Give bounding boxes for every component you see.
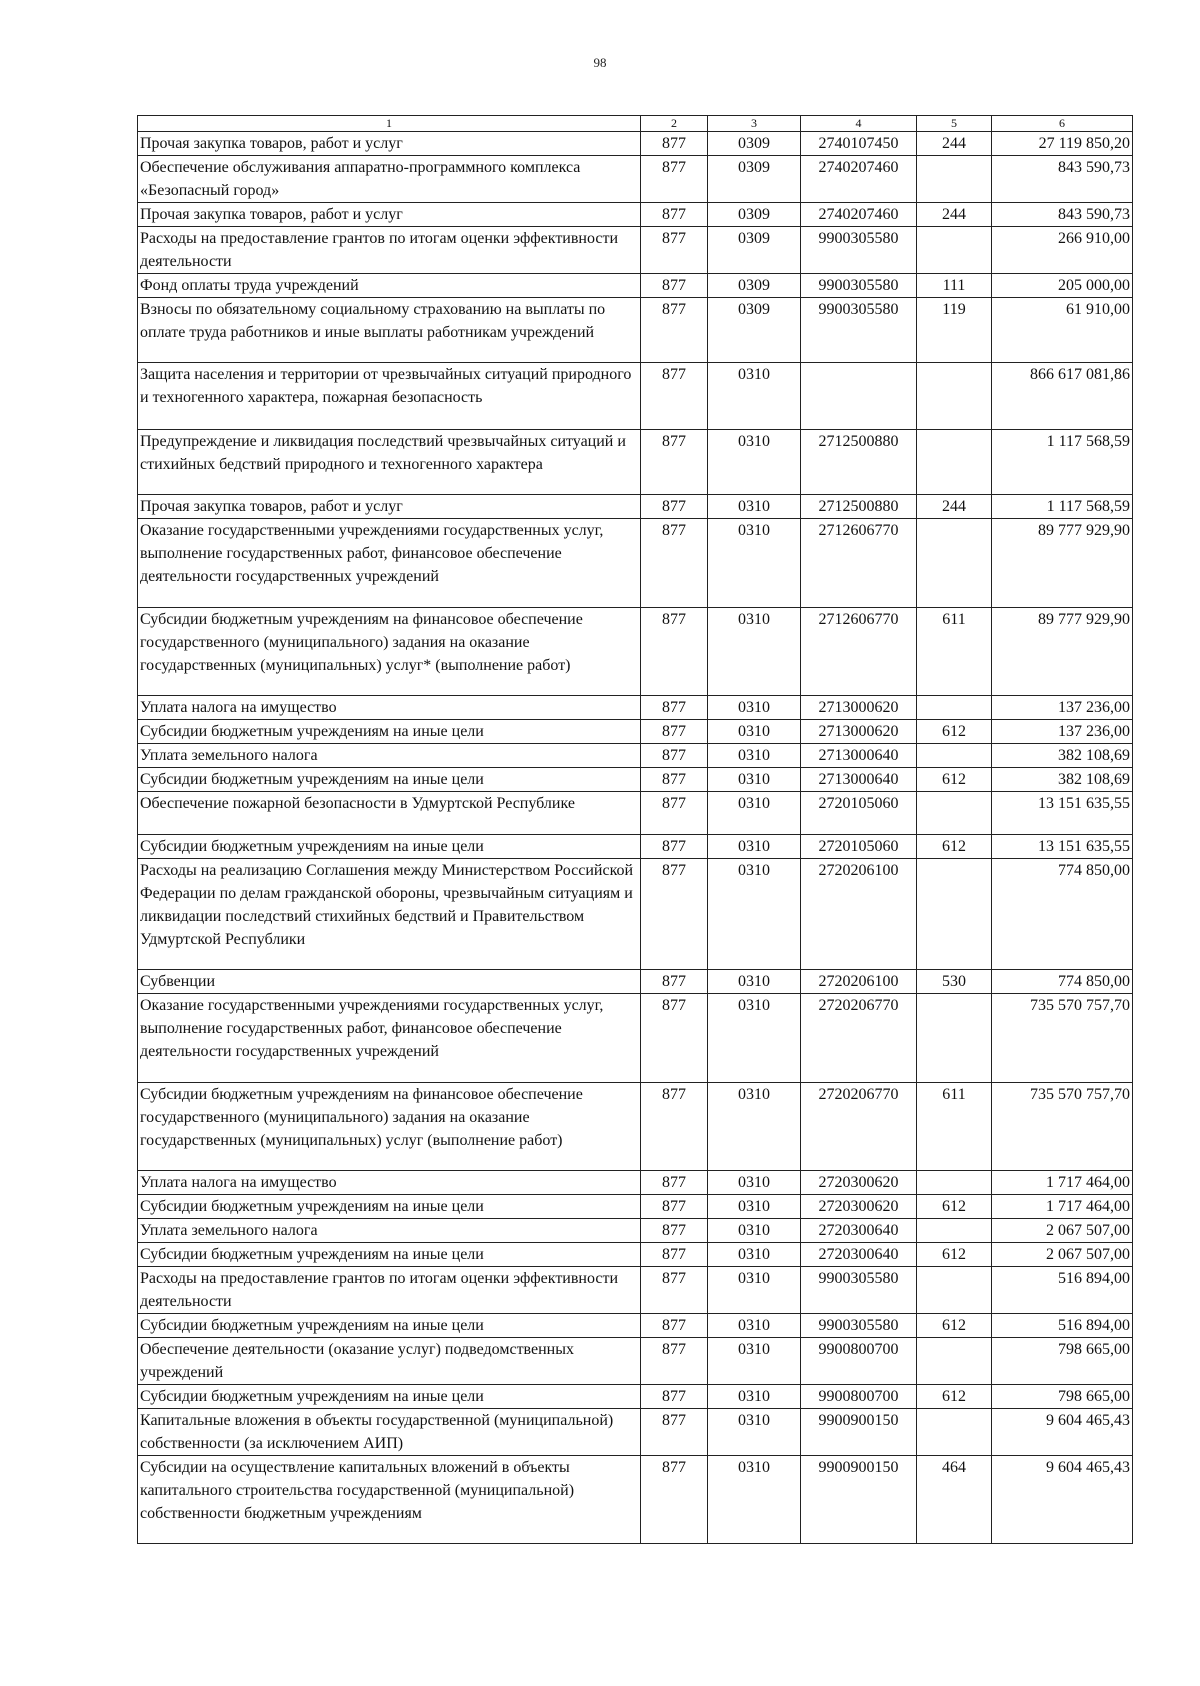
row-code-3-cell: 0310 xyxy=(708,519,801,608)
row-code-3-cell: 0310 xyxy=(708,1219,801,1243)
row-code-4-cell: 2720206100 xyxy=(801,970,917,994)
row-code-2-cell: 877 xyxy=(641,274,708,298)
row-amount-cell: 735 570 757,70 xyxy=(992,994,1133,1083)
row-code-2-cell: 877 xyxy=(641,1267,708,1314)
row-name-cell: Обеспечение обслуживания аппаратно-программного комплекса «Безопасный город» xyxy=(138,156,641,203)
table-row xyxy=(138,203,1133,227)
row-code-4-cell: 9900305580 xyxy=(801,227,917,274)
row-name-cell: Прочая закупка товаров, работ и услуг xyxy=(138,495,641,519)
row-amount-cell: 1 717 464,00 xyxy=(992,1195,1133,1219)
row-name-cell: Субсидии бюджетным учреждениям на иные цели xyxy=(138,1243,641,1267)
row-amount-cell: 774 850,00 xyxy=(992,859,1133,970)
table-row xyxy=(138,519,1133,608)
row-code-4-cell: 2720206100 xyxy=(801,859,917,970)
table-row xyxy=(138,1267,1133,1314)
row-code-5-cell: 611 xyxy=(917,608,992,696)
row-code-2-cell: 877 xyxy=(641,156,708,203)
row-code-5-cell: 244 xyxy=(917,203,992,227)
row-amount-cell: 1 717 464,00 xyxy=(992,1171,1133,1195)
row-code-2-cell: 877 xyxy=(641,519,708,608)
row-code-3-cell: 0310 xyxy=(708,792,801,835)
table-row xyxy=(138,1171,1133,1195)
row-code-4-cell: 2720206770 xyxy=(801,1083,917,1171)
row-code-5-cell: 530 xyxy=(917,970,992,994)
row-amount-cell: 382 108,69 xyxy=(992,744,1133,768)
budget-table xyxy=(137,115,1133,1544)
table-row xyxy=(138,363,1133,430)
row-code-2-cell: 877 xyxy=(641,970,708,994)
row-code-2-cell: 877 xyxy=(641,298,708,363)
row-code-3-cell: 0310 xyxy=(708,994,801,1083)
row-name-cell: Субсидии бюджетным учреждениям на иные цели xyxy=(138,835,641,859)
row-code-2-cell: 877 xyxy=(641,768,708,792)
row-code-4-cell: 2720206770 xyxy=(801,994,917,1083)
row-code-2-cell: 877 xyxy=(641,608,708,696)
row-amount-cell: 2 067 507,00 xyxy=(992,1219,1133,1243)
row-name-cell: Обеспечение деятельности (оказание услуг) подведомственных учреждений xyxy=(138,1338,641,1385)
row-code-2-cell: 877 xyxy=(641,859,708,970)
row-code-5-cell xyxy=(917,363,992,430)
row-amount-cell: 27 119 850,20 xyxy=(992,132,1133,156)
row-code-5-cell xyxy=(917,859,992,970)
table-row xyxy=(138,768,1133,792)
row-code-4-cell: 2740207460 xyxy=(801,203,917,227)
row-code-5-cell: 612 xyxy=(917,1314,992,1338)
row-code-2-cell: 877 xyxy=(641,1338,708,1385)
row-code-5-cell xyxy=(917,1267,992,1314)
row-code-2-cell: 877 xyxy=(641,1385,708,1409)
row-code-2-cell: 877 xyxy=(641,430,708,495)
row-amount-cell: 205 000,00 xyxy=(992,274,1133,298)
row-amount-cell: 9 604 465,43 xyxy=(992,1409,1133,1456)
row-name-cell: Оказание государственными учреждениями государственных услуг, выполнение государственных работ, финансовое обеспечение деятельности государственных учреждений xyxy=(138,519,641,608)
row-name-cell: Субсидии бюджетным учреждениям на иные цели xyxy=(138,720,641,744)
row-code-3-cell: 0309 xyxy=(708,298,801,363)
row-code-3-cell: 0310 xyxy=(708,1083,801,1171)
row-code-5-cell xyxy=(917,156,992,203)
table-row xyxy=(138,1409,1133,1456)
row-code-2-cell: 877 xyxy=(641,227,708,274)
row-code-2-cell: 877 xyxy=(641,203,708,227)
row-code-3-cell: 0310 xyxy=(708,970,801,994)
row-code-2-cell: 877 xyxy=(641,1456,708,1544)
row-code-4-cell: 2713000640 xyxy=(801,744,917,768)
table-row xyxy=(138,156,1133,203)
row-code-2-cell: 877 xyxy=(641,1243,708,1267)
row-amount-cell: 798 665,00 xyxy=(992,1385,1133,1409)
row-code-5-cell: 612 xyxy=(917,1385,992,1409)
row-code-2-cell: 877 xyxy=(641,792,708,835)
row-code-5-cell xyxy=(917,227,992,274)
row-code-5-cell xyxy=(917,1409,992,1456)
row-code-5-cell xyxy=(917,519,992,608)
table-row xyxy=(138,608,1133,696)
row-code-4-cell: 2720105060 xyxy=(801,792,917,835)
header-cell: 6 xyxy=(992,116,1133,132)
row-name-cell: Капитальные вложения в объекты государственной (муниципальной) собственности (за исключением АИП) xyxy=(138,1409,641,1456)
row-code-2-cell: 877 xyxy=(641,132,708,156)
row-code-2-cell: 877 xyxy=(641,495,708,519)
row-code-3-cell: 0309 xyxy=(708,203,801,227)
row-amount-cell: 2 067 507,00 xyxy=(992,1243,1133,1267)
table-row xyxy=(138,132,1133,156)
row-code-5-cell: 612 xyxy=(917,720,992,744)
row-code-2-cell: 877 xyxy=(641,1195,708,1219)
row-code-4-cell: 2720300620 xyxy=(801,1195,917,1219)
row-name-cell: Обеспечение пожарной безопасности в Удмуртской Республике xyxy=(138,792,641,835)
row-code-5-cell xyxy=(917,744,992,768)
row-code-5-cell xyxy=(917,994,992,1083)
row-code-3-cell: 0309 xyxy=(708,156,801,203)
row-code-4-cell: 9900900150 xyxy=(801,1456,917,1544)
row-amount-cell: 516 894,00 xyxy=(992,1314,1133,1338)
row-code-2-cell: 877 xyxy=(641,744,708,768)
row-name-cell: Расходы на предоставление грантов по итогам оценки эффективности деятельности xyxy=(138,227,641,274)
row-code-3-cell: 0310 xyxy=(708,1338,801,1385)
row-name-cell: Субсидии бюджетным учреждениям на иные цели xyxy=(138,1314,641,1338)
row-code-4-cell: 2712606770 xyxy=(801,608,917,696)
table-row xyxy=(138,274,1133,298)
table-row xyxy=(138,1385,1133,1409)
row-code-5-cell: 612 xyxy=(917,835,992,859)
row-amount-cell: 843 590,73 xyxy=(992,156,1133,203)
table-row xyxy=(138,495,1133,519)
row-code-5-cell: 244 xyxy=(917,132,992,156)
table-row xyxy=(138,1456,1133,1544)
row-code-2-cell: 877 xyxy=(641,720,708,744)
row-amount-cell: 61 910,00 xyxy=(992,298,1133,363)
table-row xyxy=(138,1338,1133,1385)
row-name-cell: Уплата земельного налога xyxy=(138,1219,641,1243)
row-amount-cell: 382 108,69 xyxy=(992,768,1133,792)
row-name-cell: Уплата налога на имущество xyxy=(138,696,641,720)
row-code-2-cell: 877 xyxy=(641,1219,708,1243)
row-amount-cell: 1 117 568,59 xyxy=(992,495,1133,519)
row-amount-cell: 89 777 929,90 xyxy=(992,519,1133,608)
row-code-3-cell: 0310 xyxy=(708,495,801,519)
row-amount-cell: 774 850,00 xyxy=(992,970,1133,994)
row-code-2-cell: 877 xyxy=(641,1314,708,1338)
row-code-5-cell: 464 xyxy=(917,1456,992,1544)
table-row xyxy=(138,1219,1133,1243)
row-code-3-cell: 0310 xyxy=(708,696,801,720)
row-code-3-cell: 0310 xyxy=(708,859,801,970)
table-row xyxy=(138,227,1133,274)
row-amount-cell: 516 894,00 xyxy=(992,1267,1133,1314)
row-amount-cell: 13 151 635,55 xyxy=(992,792,1133,835)
row-code-3-cell: 0310 xyxy=(708,1243,801,1267)
row-code-3-cell: 0310 xyxy=(708,363,801,430)
row-name-cell: Расходы на реализацию Соглашения между Министерством Российской Федерации по делам гражданской обороны, чрезвычайным ситуациям и ликвидации последствий стихийных бедствий и Правительством Удмуртской Республики xyxy=(138,859,641,970)
table-body xyxy=(138,132,1133,1544)
row-name-cell: Уплата земельного налога xyxy=(138,744,641,768)
row-code-4-cell: 2720300640 xyxy=(801,1243,917,1267)
row-code-2-cell: 877 xyxy=(641,994,708,1083)
row-name-cell: Прочая закупка товаров, работ и услуг xyxy=(138,203,641,227)
row-code-3-cell: 0309 xyxy=(708,227,801,274)
row-name-cell: Фонд оплаты труда учреждений xyxy=(138,274,641,298)
row-code-3-cell: 0309 xyxy=(708,132,801,156)
row-name-cell: Взносы по обязательному социальному страхованию на выплаты по оплате труда работников и иные выплаты работникам учреждений xyxy=(138,298,641,363)
row-code-4-cell: 9900800700 xyxy=(801,1385,917,1409)
row-code-4-cell: 2740207460 xyxy=(801,156,917,203)
row-code-3-cell: 0310 xyxy=(708,1456,801,1544)
row-code-3-cell: 0310 xyxy=(708,1195,801,1219)
row-code-4-cell: 2712606770 xyxy=(801,519,917,608)
row-code-4-cell: 2712500880 xyxy=(801,430,917,495)
row-code-5-cell: 612 xyxy=(917,768,992,792)
row-code-4-cell: 9900305580 xyxy=(801,1314,917,1338)
table-row xyxy=(138,835,1133,859)
row-code-3-cell: 0310 xyxy=(708,608,801,696)
row-name-cell: Расходы на предоставление грантов по итогам оценки эффективности деятельности xyxy=(138,1267,641,1314)
header-cell: 1 xyxy=(138,116,641,132)
row-code-4-cell: 2740107450 xyxy=(801,132,917,156)
row-name-cell: Предупреждение и ликвидация последствий чрезвычайных ситуаций и стихийных бедствий природного и техногенного характера xyxy=(138,430,641,495)
row-amount-cell: 735 570 757,70 xyxy=(992,1083,1133,1171)
row-code-3-cell: 0310 xyxy=(708,720,801,744)
row-code-3-cell: 0310 xyxy=(708,744,801,768)
row-name-cell: Субсидии бюджетным учреждениям на финансовое обеспечение государственного (муниципального) задания на оказание государственных (муниципальных) услуг (выполнение работ) xyxy=(138,1083,641,1171)
row-amount-cell: 266 910,00 xyxy=(992,227,1133,274)
table-row xyxy=(138,298,1133,363)
row-name-cell: Субсидии бюджетным учреждениям на иные цели xyxy=(138,1195,641,1219)
row-name-cell: Субсидии бюджетным учреждениям на иные цели xyxy=(138,768,641,792)
row-code-3-cell: 0310 xyxy=(708,1314,801,1338)
row-code-4-cell: 2720300620 xyxy=(801,1171,917,1195)
row-code-4-cell: 2713000620 xyxy=(801,720,917,744)
row-code-4-cell: 2713000640 xyxy=(801,768,917,792)
row-code-2-cell: 877 xyxy=(641,1171,708,1195)
row-code-5-cell xyxy=(917,696,992,720)
row-code-5-cell: 244 xyxy=(917,495,992,519)
row-code-3-cell: 0310 xyxy=(708,1409,801,1456)
row-amount-cell: 843 590,73 xyxy=(992,203,1133,227)
table-row xyxy=(138,720,1133,744)
row-code-4-cell: 2720300640 xyxy=(801,1219,917,1243)
row-code-5-cell: 611 xyxy=(917,1083,992,1171)
table-row xyxy=(138,970,1133,994)
row-code-3-cell: 0309 xyxy=(708,274,801,298)
row-amount-cell: 9 604 465,43 xyxy=(992,1456,1133,1544)
row-code-4-cell: 9900800700 xyxy=(801,1338,917,1385)
header-cell: 2 xyxy=(641,116,708,132)
row-name-cell: Защита населения и территории от чрезвычайных ситуаций природного и техногенного характера, пожарная безопасность xyxy=(138,363,641,430)
header-cell: 4 xyxy=(801,116,917,132)
row-amount-cell: 13 151 635,55 xyxy=(992,835,1133,859)
table-row xyxy=(138,430,1133,495)
row-code-2-cell: 877 xyxy=(641,1083,708,1171)
row-amount-cell: 798 665,00 xyxy=(992,1338,1133,1385)
row-code-4-cell: 2720105060 xyxy=(801,835,917,859)
row-amount-cell: 1 117 568,59 xyxy=(992,430,1133,495)
row-code-5-cell xyxy=(917,1338,992,1385)
row-name-cell: Субсидии бюджетным учреждениям на финансовое обеспечение государственного (муниципального) задания на оказание государственных (муниципальных) услуг* (выполнение работ) xyxy=(138,608,641,696)
row-code-2-cell: 877 xyxy=(641,363,708,430)
row-code-4-cell: 9900305580 xyxy=(801,1267,917,1314)
row-code-3-cell: 0310 xyxy=(708,835,801,859)
row-name-cell: Оказание государственными учреждениями государственных услуг, выполнение государственных работ, финансовое обеспечение деятельности государственных учреждений xyxy=(138,994,641,1083)
row-code-3-cell: 0310 xyxy=(708,768,801,792)
table-row xyxy=(138,1314,1133,1338)
row-code-5-cell: 612 xyxy=(917,1243,992,1267)
table-row xyxy=(138,1195,1133,1219)
row-code-3-cell: 0310 xyxy=(708,1267,801,1314)
table-row xyxy=(138,744,1133,768)
table-row xyxy=(138,792,1133,835)
header-cell: 5 xyxy=(917,116,992,132)
row-amount-cell: 137 236,00 xyxy=(992,720,1133,744)
table-row xyxy=(138,994,1133,1083)
row-code-4-cell: 9900900150 xyxy=(801,1409,917,1456)
row-code-4-cell: 9900305580 xyxy=(801,274,917,298)
row-code-4-cell: 2713000620 xyxy=(801,696,917,720)
row-name-cell: Субвенции xyxy=(138,970,641,994)
row-name-cell: Субсидии на осуществление капитальных вложений в объекты капитального строительства государственной (муниципальной) собственности бюджетным учреждениям xyxy=(138,1456,641,1544)
table-row xyxy=(138,696,1133,720)
table-row xyxy=(138,859,1133,970)
header-cell: 3 xyxy=(708,116,801,132)
table-row xyxy=(138,1243,1133,1267)
row-code-5-cell xyxy=(917,792,992,835)
row-amount-cell: 89 777 929,90 xyxy=(992,608,1133,696)
table-row xyxy=(138,1083,1133,1171)
row-code-5-cell: 612 xyxy=(917,1195,992,1219)
row-code-4-cell xyxy=(801,363,917,430)
row-code-3-cell: 0310 xyxy=(708,1385,801,1409)
row-code-5-cell: 111 xyxy=(917,274,992,298)
row-code-2-cell: 877 xyxy=(641,1409,708,1456)
row-code-3-cell: 0310 xyxy=(708,1171,801,1195)
row-code-2-cell: 877 xyxy=(641,696,708,720)
row-code-4-cell: 9900305580 xyxy=(801,298,917,363)
row-code-5-cell: 119 xyxy=(917,298,992,363)
row-name-cell: Прочая закупка товаров, работ и услуг xyxy=(138,132,641,156)
row-amount-cell: 137 236,00 xyxy=(992,696,1133,720)
row-name-cell: Уплата налога на имущество xyxy=(138,1171,641,1195)
row-code-4-cell: 2712500880 xyxy=(801,495,917,519)
row-name-cell: Субсидии бюджетным учреждениям на иные цели xyxy=(138,1385,641,1409)
row-amount-cell: 866 617 081,86 xyxy=(992,363,1133,430)
header-row xyxy=(138,116,1133,132)
page-number: 98 xyxy=(593,55,607,70)
row-code-2-cell: 877 xyxy=(641,835,708,859)
row-code-3-cell: 0310 xyxy=(708,430,801,495)
row-code-5-cell xyxy=(917,1219,992,1243)
row-code-5-cell xyxy=(917,1171,992,1195)
row-code-5-cell xyxy=(917,430,992,495)
